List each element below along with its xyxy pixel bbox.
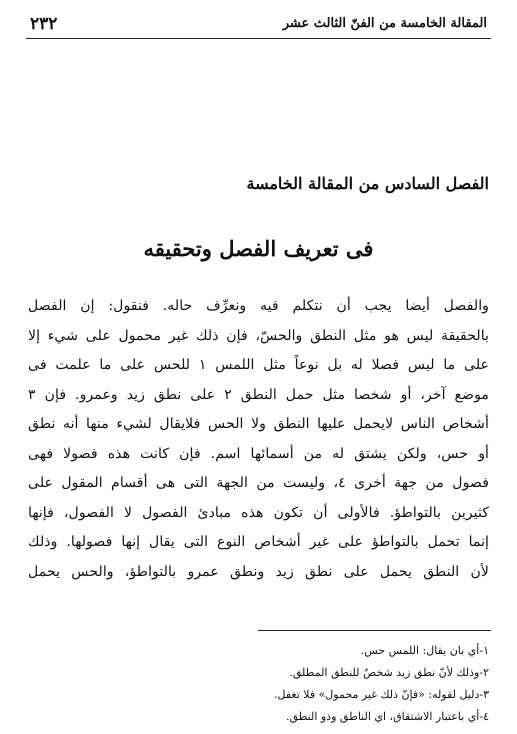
body-line: إنما تحمل بالتواطؤ على غير أشخاص النوع التى يقال إنها فصولها. وذلك xyxy=(28,534,489,550)
chapter-label: الفصل السادس من المقالة الخامسة xyxy=(246,174,489,193)
body-line: أو حس، ولكن يشتق له من أسمائها اسم. فإن كانت هذه فصولا فهى xyxy=(28,445,489,462)
body-text xyxy=(28,292,489,587)
page-number: ٢٣٢ xyxy=(30,14,58,34)
body-line: فصول من جهة أخرى ٤، وليست من الجهة التى هى أقسام المقول على xyxy=(28,475,489,491)
body-line: لأن النطق يحمل على نطق زيد ونطق عمرو بالتواطؤ، والحس يحمل xyxy=(28,563,489,580)
body-line: بالحقيقة ليس هو مثل النطق والحسّ، فإن ذلك غير محمول على شيء إلا xyxy=(28,327,489,344)
footnote: ٤-أي باعتبار الاشتقاق، اي الناطق وذو النطق. xyxy=(285,710,489,723)
body-line: والفصل أيضا يجب أن نتكلم فيه ونعرِّف حاله. فنقول: إن الفصل xyxy=(28,298,489,314)
running-head: المقالة الخامسة من الفنّ الثالث عشر xyxy=(282,16,487,31)
footnote: ٢-وذلك لأنّ نطق زيد شخصٌ للنطق المطلق. xyxy=(289,666,489,679)
footnote: ٣-دليل لقوله: «فإنّ ذلك غير محمول» فلا تغفل. xyxy=(274,688,489,701)
footnote: ١-أي بان يقال: اللمس حس. xyxy=(360,644,489,657)
body-line: موضع آخر، أو شخصا مثل حمل النطق ٢ على نطق زيد وعمرو. فإن ٣ xyxy=(28,386,489,403)
page-header xyxy=(26,14,491,39)
footnote-separator xyxy=(258,630,491,631)
section-title: فى تعريف الفصل وتحقيقه xyxy=(143,236,374,261)
body-line: أشخاص الناس لايحمل عليها النطق ولا الحس فلايقال لشيء منها أنه نطق xyxy=(28,416,489,432)
footnotes xyxy=(29,640,489,728)
body-line: كثيرين بالتواطؤ. فالأولى أن تكون هذه مبادئ الفصول لا الفصول، فإنها xyxy=(28,504,489,521)
body-line: على ما ليس فصلا له بل نوعاً مثل اللمس ١ للحس على ما علمت فى xyxy=(28,357,489,373)
